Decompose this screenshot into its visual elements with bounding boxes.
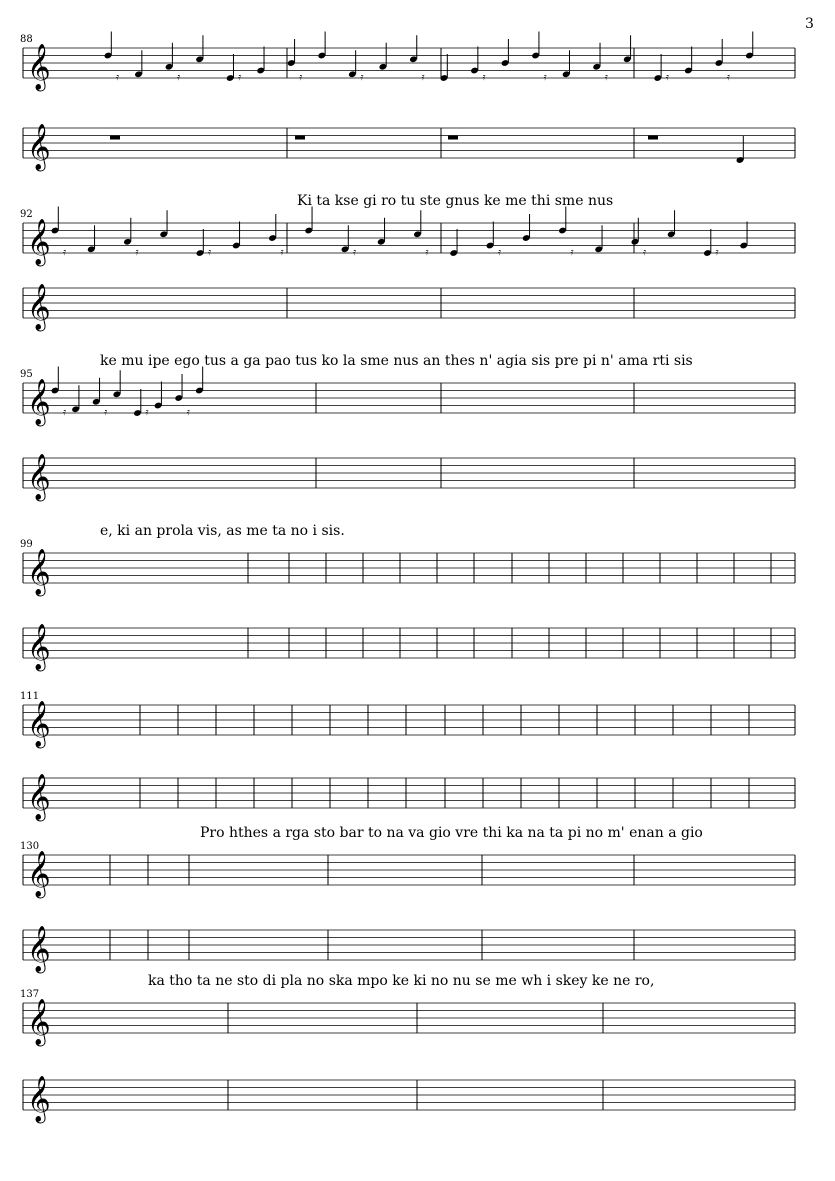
rest-mark: 𝄿 [116,72,120,83]
whole-rest [110,136,120,140]
measure-number: 88 [20,34,33,45]
measure-number: 92 [20,209,33,220]
lyric-line: ka tho ta ne sto di pla no ska mpo ke ki no nu se me wh i skey ke ne ro, [148,973,655,989]
rest-mark: 𝄿 [498,247,502,258]
treble-clef-icon: 𝄞 [27,219,51,265]
rest-mark: 𝄿 [421,72,425,83]
treble-clef-icon: 𝄞 [27,701,51,747]
rest-mark: 𝄿 [353,247,357,258]
rest-mark: 𝄿 [482,72,486,83]
rest-mark: 𝄿 [726,72,730,83]
rest-mark: 𝄿 [665,72,669,83]
lyric-line: Ki ta kse gi ro tu ste gnus ke me thi sme nus [297,193,614,209]
rest-mark: 𝄿 [135,247,139,258]
rest-mark: 𝄿 [63,407,67,418]
rest-mark: 𝄿 [63,247,67,258]
rest-mark: 𝄿 [570,247,574,258]
page-number: 3 [805,16,814,32]
measure-number: 130 [20,841,40,852]
rest-mark: 𝄿 [177,72,181,83]
rest-mark: 𝄿 [238,72,242,83]
whole-rest [295,136,305,140]
rest-mark: 𝄿 [360,72,364,83]
measure-number: 137 [20,989,40,1000]
treble-clef-icon: 𝄞 [27,284,51,330]
rest-mark: 𝄿 [299,72,303,83]
treble-clef-icon: 𝄞 [27,454,51,500]
rest-mark: 𝄿 [604,72,608,83]
measure-number: 111 [20,691,40,702]
treble-clef-icon: 𝄞 [27,1076,51,1122]
treble-clef-icon: 𝄞 [27,379,51,425]
rest-mark: 𝄿 [186,407,190,418]
rest-mark: 𝄿 [280,247,284,258]
treble-clef-icon: 𝄞 [27,549,51,595]
rest-mark: 𝄿 [643,247,647,258]
measure-number: 95 [20,369,33,380]
lyric-line: Pro hthes a rga sto bar to na va gio vre thi ka na ta pi no m' enan a gio [200,825,703,841]
rest-mark: 𝄿 [208,247,212,258]
rest-mark: 𝄿 [715,247,719,258]
treble-clef-icon: 𝄞 [27,851,51,897]
lyric-line: e, ki an prola vis, as me ta no i sis. [100,523,345,539]
lyric-line: ke mu ipe ego tus a ga pao tus ko la sme nus an thes n' agia sis pre pi n' ama rti sis [100,353,693,369]
measure-number: 99 [20,539,33,550]
treble-clef-icon: 𝄞 [27,124,51,170]
rest-mark: 𝄿 [425,247,429,258]
rest-mark: 𝄿 [104,407,108,418]
rest-mark: 𝄿 [543,72,547,83]
whole-rest [448,136,458,140]
whole-rest [648,136,658,140]
rest-mark: 𝄿 [145,407,149,418]
treble-clef-icon: 𝄞 [27,926,51,972]
treble-clef-icon: 𝄞 [27,624,51,670]
treble-clef-icon: 𝄞 [27,774,51,820]
treble-clef-icon: 𝄞 [27,999,51,1045]
treble-clef-icon: 𝄞 [27,44,51,90]
